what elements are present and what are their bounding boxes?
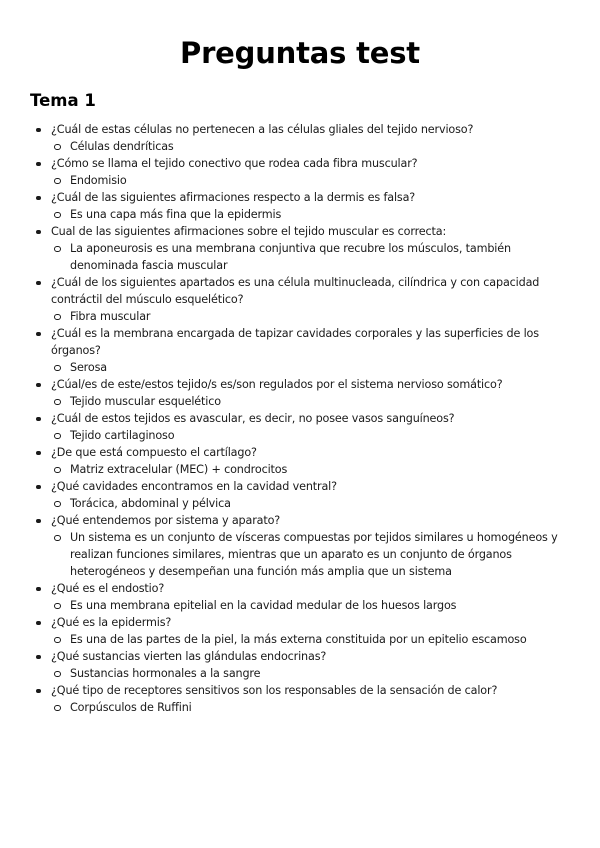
question-item bbox=[30, 121, 570, 155]
question-text: ¿Qué sustancias vierten las glándulas endocrinas? bbox=[51, 650, 327, 663]
question-list bbox=[30, 121, 570, 716]
answer-list bbox=[51, 393, 570, 410]
question-item bbox=[30, 444, 570, 478]
section-heading: Tema 1 bbox=[30, 91, 96, 110]
answer-text: Torácica, abdominal y pélvica bbox=[70, 497, 231, 510]
question-text: ¿Qué cavidades encontramos en la cavidad ventral? bbox=[51, 480, 337, 493]
bullet-dot-icon bbox=[36, 332, 41, 337]
question-text: ¿Qué entendemos por sistema y aparato? bbox=[51, 514, 281, 527]
question-item bbox=[30, 223, 570, 274]
question-item bbox=[30, 325, 570, 376]
question-item bbox=[30, 478, 570, 512]
answer-list bbox=[51, 172, 570, 189]
answer-text: Células dendríticas bbox=[70, 140, 174, 153]
answer-text: Fibra muscular bbox=[70, 310, 151, 323]
bullet-dot-icon bbox=[36, 689, 41, 694]
answer-item bbox=[51, 359, 570, 376]
answer-item bbox=[51, 427, 570, 444]
question-text: ¿Cúal/es de este/estos tejido/s es/son regulados por el sistema nervioso somático? bbox=[51, 378, 503, 391]
bullet-dot-icon bbox=[36, 281, 41, 286]
document-title: Preguntas test bbox=[180, 36, 420, 70]
bullet-dot-icon bbox=[36, 621, 41, 626]
answer-item bbox=[51, 240, 570, 274]
bullet-dot-icon bbox=[36, 519, 41, 524]
question-item bbox=[30, 648, 570, 682]
answer-item bbox=[51, 699, 570, 716]
bullet-dot-icon bbox=[36, 451, 41, 456]
question-text: ¿Cuál de estos tejidos es avascular, es decir, no posee vasos sanguíneos? bbox=[51, 412, 455, 425]
answer-list bbox=[51, 240, 570, 274]
answer-list bbox=[51, 495, 570, 512]
answer-item bbox=[51, 495, 570, 512]
bullet-circle-icon bbox=[54, 603, 61, 610]
question-text: Cual de las siguientes afirmaciones sobre el tejido muscular es correcta: bbox=[51, 225, 447, 238]
question-item bbox=[30, 155, 570, 189]
answer-text: Es una membrana epitelial en la cavidad medular de los huesos largos bbox=[70, 599, 457, 612]
answer-item bbox=[51, 529, 570, 580]
bullet-dot-icon bbox=[36, 655, 41, 660]
answer-list bbox=[51, 308, 570, 325]
question-text: ¿Cuál de los siguientes apartados es una célula multinucleada, cilíndrica y con capacidad contráctil del músculo esquelético? bbox=[51, 276, 540, 306]
question-item bbox=[30, 614, 570, 648]
answer-text: Tejido muscular esquelético bbox=[70, 395, 221, 408]
answer-list bbox=[51, 597, 570, 614]
answer-list bbox=[51, 427, 570, 444]
answer-text: Matriz extracelular (MEC) + condrocitos bbox=[70, 463, 288, 476]
bullet-circle-icon bbox=[54, 178, 61, 185]
answer-text: Un sistema es un conjunto de vísceras compuestas por tejidos similares u homogéneos y realizan funciones similares, mientras que un aparato es un conjunto de órganos heterogéneos y desempeñan una función más amplia que un sistema bbox=[70, 531, 558, 578]
question-text: ¿De que está compuesto el cartílago? bbox=[51, 446, 257, 459]
question-item bbox=[30, 274, 570, 325]
question-text: ¿Qué es la epidermis? bbox=[51, 616, 172, 629]
bullet-dot-icon bbox=[36, 162, 41, 167]
question-text: ¿Cuál de estas células no pertenecen a las células gliales del tejido nervioso? bbox=[51, 123, 474, 136]
answer-list bbox=[51, 461, 570, 478]
bullet-dot-icon bbox=[36, 485, 41, 490]
answer-list bbox=[51, 359, 570, 376]
bullet-dot-icon bbox=[36, 587, 41, 592]
question-item bbox=[30, 682, 570, 716]
question-item bbox=[30, 376, 570, 410]
question-item bbox=[30, 580, 570, 614]
question-text: ¿Cómo se llama el tejido conectivo que rodea cada fibra muscular? bbox=[51, 157, 418, 170]
answer-text: Es una capa más fina que la epidermis bbox=[70, 208, 282, 221]
question-item bbox=[30, 512, 570, 580]
answer-item bbox=[51, 665, 570, 682]
bullet-circle-icon bbox=[54, 637, 61, 644]
answer-item bbox=[51, 393, 570, 410]
bullet-circle-icon bbox=[54, 535, 61, 542]
answer-item bbox=[51, 308, 570, 325]
answer-text: Serosa bbox=[70, 361, 107, 374]
bullet-circle-icon bbox=[54, 246, 61, 253]
bullet-dot-icon bbox=[36, 128, 41, 133]
question-text: ¿Cuál es la membrana encargada de tapizar cavidades corporales y las superficies de los órganos? bbox=[51, 327, 539, 357]
answer-list bbox=[51, 631, 570, 648]
answer-text: Endomisio bbox=[70, 174, 127, 187]
answer-item bbox=[51, 461, 570, 478]
bullet-circle-icon bbox=[54, 501, 61, 508]
answer-list bbox=[51, 138, 570, 155]
answer-item bbox=[51, 172, 570, 189]
answer-text: Sustancias hormonales a la sangre bbox=[70, 667, 261, 680]
answer-item bbox=[51, 138, 570, 155]
bullet-dot-icon bbox=[36, 196, 41, 201]
answer-item bbox=[51, 631, 570, 648]
question-item bbox=[30, 189, 570, 223]
answer-item bbox=[51, 206, 570, 223]
question-text: ¿Qué es el endostio? bbox=[51, 582, 165, 595]
bullet-dot-icon bbox=[36, 383, 41, 388]
bullet-circle-icon bbox=[54, 467, 61, 474]
answer-text: Tejido cartilaginoso bbox=[70, 429, 175, 442]
bullet-dot-icon bbox=[36, 230, 41, 235]
bullet-circle-icon bbox=[54, 144, 61, 151]
bullet-circle-icon bbox=[54, 433, 61, 440]
answer-list bbox=[51, 206, 570, 223]
bullet-dot-icon bbox=[36, 417, 41, 422]
question-item bbox=[30, 410, 570, 444]
bullet-circle-icon bbox=[54, 212, 61, 219]
question-text: ¿Qué tipo de receptores sensitivos son los responsables de la sensación de calor? bbox=[51, 684, 498, 697]
answer-item bbox=[51, 597, 570, 614]
answer-list bbox=[51, 529, 570, 580]
answer-text: La aponeurosis es una membrana conjuntiva que recubre los músculos, también denominada fascia muscular bbox=[70, 242, 511, 272]
bullet-circle-icon bbox=[54, 705, 61, 712]
question-text: ¿Cuál de las siguientes afirmaciones respecto a la dermis es falsa? bbox=[51, 191, 416, 204]
bullet-circle-icon bbox=[54, 399, 61, 406]
answer-text: Corpúsculos de Ruffini bbox=[70, 701, 192, 714]
bullet-circle-icon bbox=[54, 365, 61, 372]
answer-list bbox=[51, 665, 570, 682]
bullet-circle-icon bbox=[54, 671, 61, 678]
answer-text: Es una de las partes de la piel, la más externa constituida por un epitelio escamoso bbox=[70, 633, 527, 646]
bullet-circle-icon bbox=[54, 314, 61, 321]
answer-list bbox=[51, 699, 570, 716]
